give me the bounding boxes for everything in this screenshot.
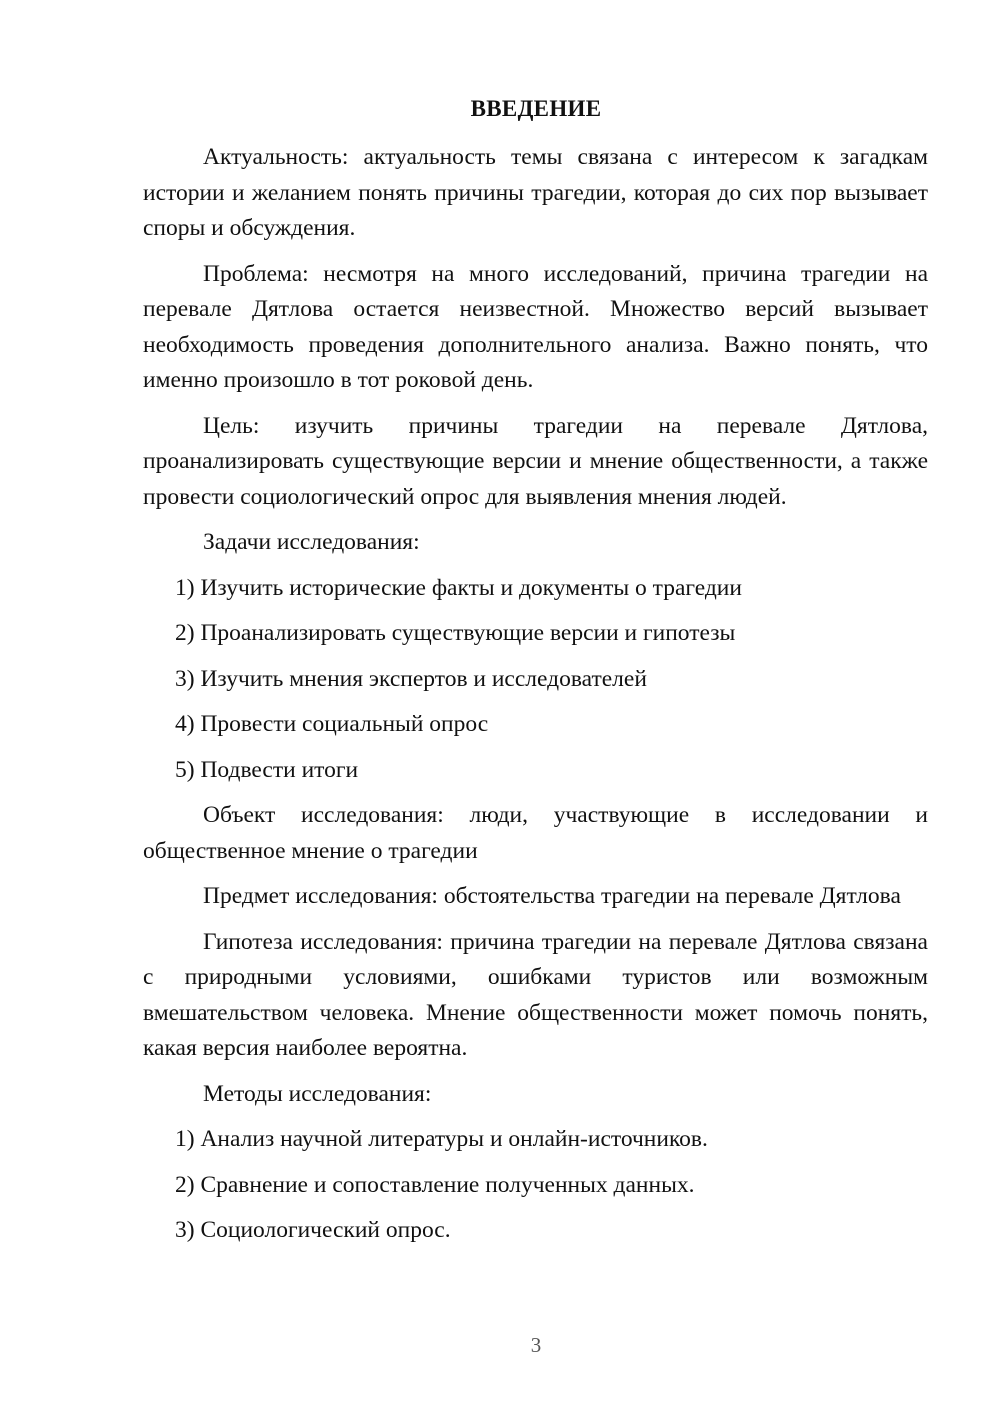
list-item: 2) Проанализировать существующие версии и гипотезы xyxy=(175,620,736,646)
object-paragraph: Объект исследования: люди, участвующие в исследовании и общественное мнение о трагедии xyxy=(143,802,928,864)
methods-heading: Методы исследования: xyxy=(203,1080,432,1107)
goal-paragraph: Цель: изучить причины трагедии на перевале Дятлова, проанализировать существующие версии и мнение общественности, а также провести социологический опрос для выявления мнения людей. xyxy=(143,412,928,510)
relevance-paragraph: Актуальность: актуальность темы связана с интересом к загадкам истории и желанием понять причины трагедии, которая до сих пор вызывает споры и обсуждения. xyxy=(143,144,928,241)
list-item: 5) Подвести итоги xyxy=(175,756,359,783)
tasks-list xyxy=(143,571,928,789)
list-item: 3) Изучить мнения экспертов и исследователей xyxy=(175,665,647,692)
list-item: 1) Изучить исторические факты и документы о трагедии xyxy=(175,574,742,601)
hypothesis-paragraph: Гипотеза исследования: причина трагедии на перевале Дятлова связана с природными условиями, ошибками туристов или возможным вмешательством человека. Мнение общественности может помочь понять, какая версия наиболее вероятна. xyxy=(143,928,928,1061)
subject-paragraph: Предмет исследования: обстоятельства трагедии на перевале Дятлова xyxy=(203,883,901,909)
list-item: 1) Анализ научной литературы и онлайн-источников. xyxy=(175,1126,708,1152)
page-number: 3 xyxy=(530,1333,542,1357)
list-item: 3) Социологический опрос. xyxy=(175,1217,451,1243)
list-item: 2) Сравнение и сопоставление полученных данных. xyxy=(175,1171,695,1198)
tasks-heading: Задачи исследования: xyxy=(203,529,420,555)
document-body xyxy=(143,140,928,1259)
page-title: ВВЕДЕНИЕ xyxy=(470,96,602,121)
methods-list xyxy=(143,1122,928,1249)
problem-paragraph: Проблема: несмотря на много исследований, причина трагедии на перевале Дятлова остается неизвестной. Множество версий вызывает необходимость проведения дополнительного анализа. Важно понять, что именно произошло в тот роковой день. xyxy=(143,260,928,393)
list-item: 4) Провести социальный опрос xyxy=(175,711,489,737)
